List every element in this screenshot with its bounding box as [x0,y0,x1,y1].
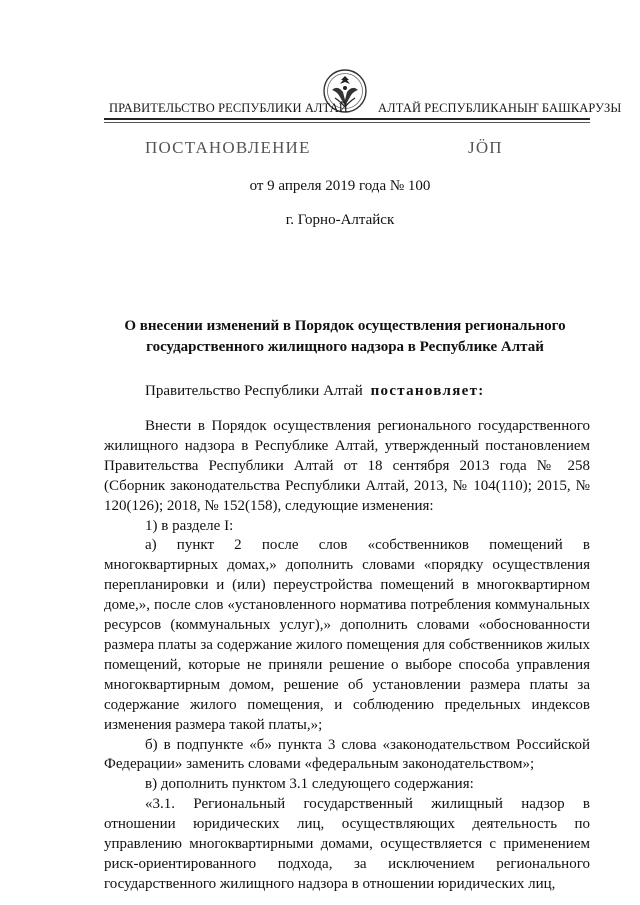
paragraph: 1) в разделе I: [145,517,234,534]
government-name-russian: ПРАВИТЕЛЬСТВО РЕСПУБЛИКИ АЛТАЙ [109,101,348,115]
city-line: г. Горно-Алтайск [285,212,395,228]
decree-statement [145,383,485,400]
document-body [104,417,590,895]
header-rule-thin [104,122,590,123]
paragraph: Внести в Порядок осуществления регионального государственного жилищного надзора в Республике Алтай, утвержденный постановлением Правительства Республики Алтай от 18 сентября 2013 года № 258 (Сборник законодательства Республики Алтай, 2013, № 104(110); 2015, № 120(126); 2018, № 152(158), следующие изменения: [104,418,590,514]
paragraph: а) пункт 2 после слов «собственников помещений в многоквартирных домах,» дополнить словами «порядку осуществления перепланировки и (или) переустройства помещений в многоквартирном доме,», после слов «установленного норматива потребления коммунальных ресурсов (коммунальных услуг),» дополнить словами «обоснованности размера платы за содержание жилого помещения для собственников жилых помещений, которые не приняли решение о выборе способа управления многоквартирным домом, решение об установлении размера платы за содержание жилого помещения, и соблюдению предельных индексов изменения размера такой платы,»; [104,537,590,733]
paragraph: в) дополнить пунктом 3.1 следующего содержания: [145,776,474,793]
title-line-1: О внесении изменений в Порядок осуществления регионального [124,318,566,334]
government-name-altai: АЛТАЙ РЕСПУБЛИКАНЫҤ БАШКАРУЗЫ [378,101,622,115]
decree-subject: Правительство Республики Алтай [145,383,363,399]
header-rule-thick [104,118,590,120]
title-line-2: государственного жилищного надзора в Республике Алтай [146,339,544,355]
decree-verb: постановляет: [370,383,485,399]
document-type-altai: ЈӦП [468,138,503,157]
document-type-russian: ПОСТАНОВЛЕНИЕ [145,138,311,157]
date-line: от 9 апреля 2019 года № 100 [249,178,431,194]
paragraph: «3.1. Региональный государственный жилищный надзор в отношении юридических лиц, осуществляющих деятельность по управлению многоквартирными домами, осуществляется с применением риск-ориентированного подхода, за исключением регионального государственного жилищного надзора в отношении юридических лиц, [104,796,590,892]
document-title [100,316,590,358]
paragraph: б) в подпункте «б» пункта 3 слова «законодательством Российской Федерации» заменить словами «федеральным законодательством»; [104,736,590,773]
